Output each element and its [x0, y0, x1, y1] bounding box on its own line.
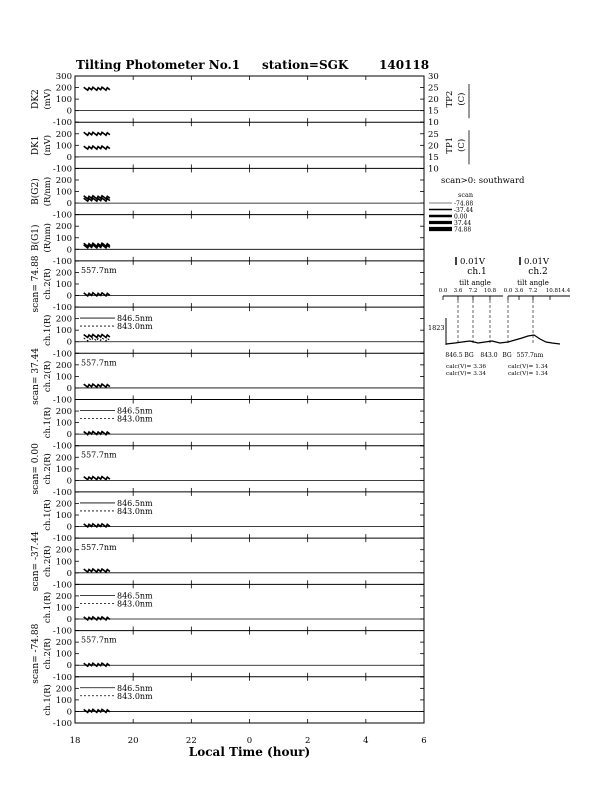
x-tick-label: 18 [69, 736, 81, 746]
y-tick-label: 200 [55, 360, 72, 371]
y-axis-label: ch.1(R) [43, 591, 53, 624]
scan-legend-title: scan [458, 191, 474, 199]
y-tick-label: 0 [66, 430, 72, 441]
x-tick-label: 6 [421, 736, 427, 746]
y-tick-label: 200 [55, 545, 72, 556]
y-axis-label: ch.2(R) [43, 453, 53, 485]
panel-2 [31, 122, 424, 174]
volt-scale-label: 0.01V [460, 257, 486, 267]
x-tick-label: 4 [363, 736, 369, 746]
right-tick-label: 25 [428, 83, 439, 94]
y-tick-label: 200 [55, 222, 72, 233]
inset-bottom-label: 846.5 [445, 352, 463, 359]
y-tick-label: 200 [55, 499, 72, 510]
data-trace [84, 196, 110, 199]
y-tick-label: 100 [55, 464, 72, 475]
y-tick-label: -100 [52, 349, 72, 360]
y-tick-label: 100 [55, 233, 72, 244]
right-tick-label: 30 [428, 72, 439, 82]
legend-label: 843.0nm [117, 599, 153, 609]
station-label: station=SGK [262, 58, 349, 72]
tilt-tick-label: 0.0 [503, 288, 513, 294]
y-axis-label: (R/nm) [43, 176, 53, 207]
panel-11 [31, 531, 424, 591]
panel-wavelength-label: 557.7nm [81, 358, 117, 368]
x-tick-label: 20 [127, 736, 139, 746]
y-tick-label: 100 [55, 603, 72, 614]
data-trace [84, 384, 110, 387]
panel-wavelength-label: 557.7nm [81, 543, 117, 553]
y-tick-label: 0 [66, 476, 72, 487]
scale-value: 1823 [428, 324, 445, 332]
panel-8 [42, 400, 424, 452]
y-tick-label: -100 [52, 303, 72, 314]
data-trace [84, 243, 110, 246]
right-axis-label: TP2 [445, 90, 455, 108]
y-tick-label: 200 [55, 591, 72, 602]
y-tick-label: -100 [52, 118, 72, 129]
y-tick-label: 0 [66, 152, 72, 163]
data-trace [84, 432, 110, 435]
y-tick-label: 0 [66, 615, 72, 626]
y-axis-label: ch.1(R) [43, 684, 53, 716]
y-tick-label: -100 [52, 626, 72, 637]
y-tick-label: -100 [52, 672, 72, 683]
y-tick-label: 100 [55, 649, 72, 660]
y-axis-label: scan= -74.88 [31, 623, 41, 684]
tilt-tick-label: 3.6 [514, 288, 524, 294]
panel-wavelength-label: 557.7nm [81, 450, 117, 460]
page-title: Tilting Photometer No.1 [76, 58, 241, 72]
data-trace [84, 663, 110, 666]
y-axis-label: (mV) [43, 88, 53, 110]
data-trace [84, 477, 110, 480]
y-axis-label: ch.2(R) [43, 360, 53, 393]
panel-13 [31, 623, 424, 683]
inset-bottom-label: BG [502, 352, 512, 359]
inset-bottom-label: BG [464, 352, 474, 359]
y-tick-label: 0 [66, 245, 72, 256]
tilt-tick-label: 0.0 [438, 288, 448, 294]
tilt-angle-label: tilt angle [459, 279, 491, 287]
y-tick-label: -100 [52, 719, 72, 729]
panel-12 [42, 584, 424, 636]
inset-bottom-label: 843.0 [480, 352, 498, 359]
y-tick-label: -100 [52, 164, 72, 175]
channel-label: ch.1 [467, 267, 487, 277]
calc-label: calc(V)= 3.34 [446, 371, 487, 377]
panel-wavelength-label: 557.7nm [81, 265, 117, 275]
legend-label: 846.5nm [117, 591, 153, 601]
y-tick-label: 0 [66, 291, 72, 302]
y-axis-label: ch.1(R) [43, 499, 53, 531]
date-label: 140118 [379, 58, 430, 72]
legend-label: 843.0nm [117, 691, 153, 701]
y-axis-label: B(G1) [31, 224, 41, 252]
y-tick-label: 200 [55, 268, 72, 279]
x-tick-label: 0 [246, 736, 253, 746]
y-axis-label: (R/nm) [43, 223, 53, 253]
data-trace [84, 132, 110, 135]
y-tick-label: 0 [66, 661, 72, 672]
legend-label: 846.5nm [117, 683, 153, 693]
y-tick-label: 200 [55, 453, 72, 464]
y-tick-label: -100 [52, 395, 72, 406]
y-tick-label: 300 [55, 72, 72, 82]
y-tick-label: 100 [55, 372, 72, 383]
channel-label: ch.2 [528, 267, 548, 277]
y-tick-label: 0 [66, 383, 72, 394]
y-tick-label: -100 [52, 441, 72, 452]
y-tick-label: 0 [66, 337, 72, 348]
y-tick-label: 100 [55, 279, 72, 290]
y-axis-label: scan= 74.88 [31, 255, 41, 313]
y-tick-label: 100 [55, 326, 72, 337]
legend-label: 846.5nm [117, 314, 153, 324]
legend-label: 843.0nm [117, 414, 153, 424]
volt-scale-label: 0.01V [524, 257, 550, 267]
y-tick-label: 100 [55, 511, 72, 522]
inset-panel [428, 176, 571, 377]
data-trace [84, 146, 110, 149]
right-axis-label: (C) [457, 138, 467, 152]
y-tick-label: 100 [55, 95, 72, 106]
panel-10 [42, 492, 424, 544]
y-tick-label: 200 [55, 638, 72, 649]
panel-14 [42, 677, 424, 729]
panel-3 [30, 168, 424, 220]
data-trace [84, 617, 110, 620]
right-tick-label: 20 [428, 141, 439, 152]
inset-bottom-label: 557.7nm [516, 352, 544, 359]
panel-6 [42, 307, 424, 359]
tilt-tick-label: 10.814.4 [545, 288, 571, 294]
y-tick-label: 100 [55, 557, 72, 568]
data-trace [84, 709, 110, 712]
y-tick-label: 200 [55, 129, 72, 140]
y-tick-label: 0 [66, 522, 72, 533]
y-axis-label: scan= -37.44 [31, 531, 41, 592]
data-trace [84, 569, 110, 572]
inset-title: scan>0: southward [441, 176, 525, 186]
right-tick-label: 15 [428, 106, 439, 117]
y-tick-label: 100 [55, 695, 72, 706]
right-axis-2 [428, 130, 469, 175]
y-tick-label: -100 [52, 210, 72, 221]
tilt-tick-label: 7.2 [528, 288, 538, 294]
right-tick-label: 25 [428, 129, 439, 140]
right-tick-label: 10 [428, 164, 439, 175]
y-tick-label: 0 [66, 199, 72, 210]
y-axis-label: ch.2(R) [43, 545, 53, 577]
data-trace [84, 87, 110, 90]
legend-label: 846.5nm [117, 406, 153, 416]
right-axis-label: (C) [457, 92, 467, 106]
y-axis-label: scan= 37.44 [31, 347, 41, 405]
x-axis-label: Local Time (hour) [188, 745, 311, 759]
legend-label: 843.0nm [117, 322, 153, 332]
y-tick-label: -100 [52, 580, 72, 591]
y-tick-label: 0 [66, 568, 72, 579]
y-axis-label: ch.1(R) [43, 406, 53, 439]
y-axis-label: (mV) [43, 134, 53, 156]
y-tick-label: -100 [52, 256, 72, 267]
y-axis-label: scan= 0.00 [31, 443, 41, 495]
y-tick-label: 0 [66, 707, 72, 718]
y-tick-label: 100 [55, 187, 72, 198]
y-tick-label: -100 [52, 534, 72, 545]
y-tick-label: 200 [55, 83, 72, 94]
y-tick-label: 100 [55, 141, 72, 152]
x-tick-label: 22 [185, 736, 197, 746]
tilt-tick-label: 7.2 [468, 288, 478, 294]
y-axis-label: DK2 [31, 89, 41, 109]
right-tick-label: 10 [428, 118, 439, 129]
right-tick-label: 15 [428, 152, 439, 163]
panel-5 [31, 255, 424, 313]
y-tick-label: 200 [55, 175, 72, 186]
panel-7 [31, 348, 424, 406]
panel-wavelength-label: 557.7nm [81, 635, 117, 645]
scan-legend-label: 74.88 [454, 226, 472, 234]
y-axis-label: B(G2) [31, 178, 41, 205]
scan-legend-label: 0.00 [454, 213, 468, 221]
panel-4 [30, 215, 424, 267]
y-tick-label: 0 [66, 106, 72, 117]
calc-label: calc(V)= 1.34 [508, 364, 549, 370]
panel-9 [31, 443, 424, 498]
y-tick-label: 200 [55, 314, 72, 325]
y-axis-label: ch.2(R) [43, 268, 53, 300]
y-tick-label: 100 [55, 418, 72, 429]
panel-1 [31, 72, 424, 128]
y-axis-label: DK1 [31, 135, 41, 156]
legend-label: 846.5nm [117, 498, 153, 508]
calc-label: calc(V)= 3.36 [446, 364, 487, 370]
scan-legend-label: -37.44 [454, 207, 474, 214]
tilt-tick-label: 10.8 [483, 288, 497, 294]
right-axis-1 [428, 72, 469, 128]
inset-waveform [446, 335, 560, 344]
calc-label: calc(V)= 1.34 [508, 371, 549, 377]
legend-label: 843.0nm [117, 506, 153, 516]
y-axis-label: ch.1(R) [43, 314, 53, 346]
tilt-tick-label: 3.6 [453, 288, 463, 294]
data-trace [84, 335, 110, 338]
scan-legend-label: -74.88 [454, 200, 474, 208]
right-tick-label: 20 [428, 95, 439, 106]
y-tick-label: 200 [55, 407, 72, 418]
y-tick-label: 200 [55, 684, 72, 695]
x-tick-label: 2 [304, 736, 311, 746]
y-axis-label: ch.2(R) [43, 637, 53, 670]
right-axis-label: TP1 [445, 136, 455, 154]
y-tick-label: -100 [52, 487, 72, 498]
scan-legend-label: 37.44 [454, 220, 472, 227]
data-trace [84, 524, 110, 527]
tilt-angle-label: tilt angle [517, 279, 549, 287]
data-trace [84, 293, 110, 296]
